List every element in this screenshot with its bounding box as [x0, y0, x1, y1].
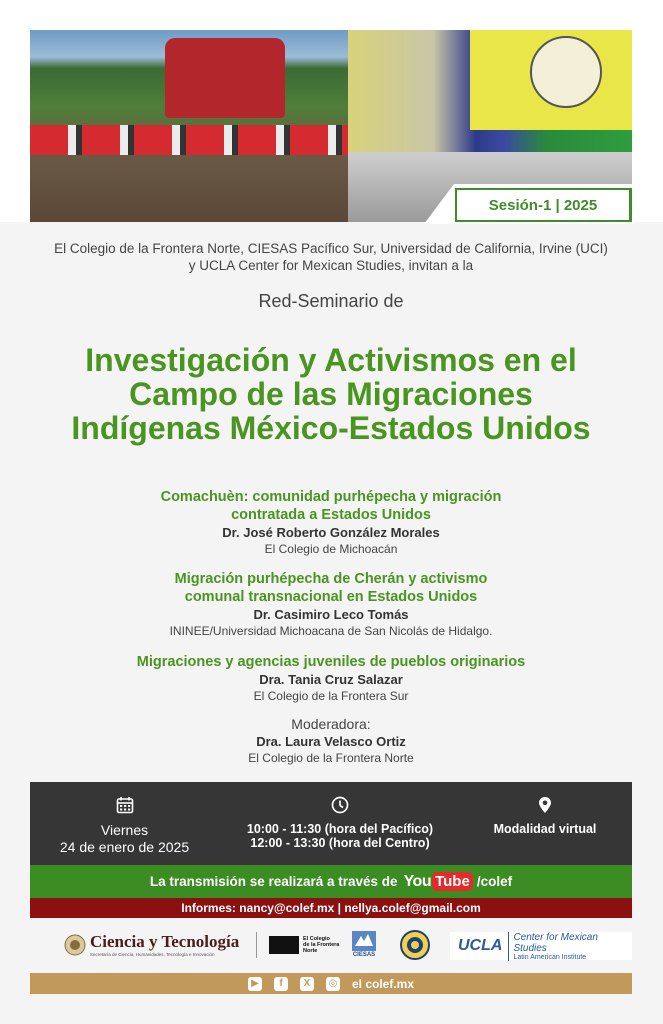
cms-label: Center for Mexican Studies	[513, 931, 598, 954]
colef-mark-icon	[269, 936, 299, 954]
ciencia-subtitle: Secretaría de Ciencia, Humanidades, Tecnología e Innovación	[90, 952, 215, 957]
colef-name-line: de la Frontera	[303, 942, 340, 948]
ciesas-label: CIESAS	[352, 952, 376, 958]
talk-title: Migración purhépecha de Cherán y activismo	[174, 571, 488, 587]
tractor-shape	[165, 38, 285, 118]
moderator-block	[30, 716, 632, 766]
time-pacific: 10:00 - 11:30 (hora del Pacífico)	[246, 822, 434, 836]
title-line-2: Campo de las Migraciones	[129, 376, 533, 412]
mexico-seal-icon	[64, 934, 86, 956]
talk-title: comunal transnacional en Estados Unidos	[184, 589, 478, 605]
time-central: 12:00 - 13:30 (hora del Centro)	[250, 836, 430, 850]
date-block	[52, 796, 197, 856]
colef-name-line: Norte	[303, 948, 318, 954]
calendar-icon	[116, 796, 134, 814]
contact-emails[interactable]: Informes: nancy@colef.mx | nellya.colef@gmail.com	[181, 901, 481, 915]
intro-line-2: y UCLA Center for Mexican Studies, invitan a la	[188, 258, 474, 273]
youtube-logo-tube: Tube	[432, 872, 473, 891]
location-pin-icon	[537, 796, 553, 814]
moderator-name: Dra. Laura Velasco Ortiz	[256, 734, 406, 749]
ciencia-title: Ciencia y Tecnología	[90, 932, 240, 951]
stream-channel[interactable]: /colef	[476, 874, 513, 889]
university-seal-icon	[400, 930, 430, 960]
intro-text	[30, 240, 632, 274]
session-badge	[455, 188, 632, 222]
ucla-cms-logo	[450, 932, 632, 960]
facebook-icon[interactable]: f	[274, 977, 288, 991]
session-label: Sesión-1 | 2025	[488, 196, 598, 214]
planter-shape	[30, 125, 360, 155]
talk-3	[30, 653, 632, 704]
talk-2	[30, 570, 632, 639]
footer-bar	[30, 973, 632, 994]
talk-speaker: Dra. Tania Cruz Salazar	[259, 672, 403, 687]
talk-institution: ININEE/Universidad Michoacana de San Nicolás de Hidalgo.	[169, 624, 493, 638]
talk-title: Comachuèn: comunidad purhépecha y migración	[160, 489, 502, 505]
stream-text: La transmisión se realizará a través de	[149, 874, 398, 889]
x-icon[interactable]: X	[300, 977, 314, 991]
modality-label: Modalidad virtual	[493, 822, 597, 836]
clock-icon	[331, 796, 349, 814]
ucla-label: UCLA	[458, 937, 503, 954]
talk-title: contratada a Estados Unidos	[231, 507, 431, 523]
farm-photo	[30, 30, 360, 222]
instagram-icon[interactable]: ◎	[326, 977, 340, 991]
intro-line-1: El Colegio de la Frontera Norte, CIESAS Pacífico Sur, Universidad de California, Irvine (UCI)	[54, 241, 608, 256]
modality-block	[485, 796, 605, 836]
cms-sublabel: Latin American Institute	[513, 953, 587, 961]
talk-title: Migraciones y agencias juveniles de pueblos originarios	[136, 654, 526, 670]
moderator-label: Moderadora:	[291, 716, 371, 732]
talk-1	[30, 488, 632, 557]
colef-name	[303, 936, 339, 954]
time-block	[235, 796, 445, 850]
stream-bar	[30, 865, 632, 898]
uci-seal-logo	[400, 930, 430, 960]
event-info-bar	[30, 782, 632, 865]
talk-institution: El Colegio de la Frontera Sur	[253, 689, 409, 703]
colef-logo	[256, 932, 339, 958]
talk-speaker: Dr. Casimiro Leco Tomás	[253, 607, 409, 622]
ciesas-logo	[351, 930, 377, 958]
title-line-1: Investigación y Activismos en el	[85, 342, 577, 378]
title-line-3: Indígenas México-Estados Unidos	[71, 410, 591, 446]
ciesas-mark-icon	[351, 930, 377, 952]
partner-logos	[30, 926, 632, 968]
youtube-logo-you: You	[403, 872, 432, 890]
colef-name-line: El Colegio	[303, 936, 330, 942]
footer-site[interactable]: el colef.mx	[351, 976, 415, 991]
talk-institution: El Colegio de Michoacán	[264, 542, 398, 556]
talk-speaker: Dr. José Roberto González Morales	[222, 525, 440, 540]
date-day: Viernes	[100, 822, 149, 838]
date-value: 24 de enero de 2025	[59, 839, 190, 855]
youtube-logo[interactable]	[404, 872, 473, 891]
series-label: Red-Seminario de	[258, 291, 404, 311]
youtube-icon[interactable]: ▶	[248, 977, 262, 991]
page-title	[30, 343, 632, 445]
banner-seal	[530, 36, 602, 108]
ciencia-logo	[64, 932, 239, 957]
contact-bar	[30, 898, 632, 918]
moderator-institution: El Colegio de la Frontera Norte	[248, 751, 414, 765]
